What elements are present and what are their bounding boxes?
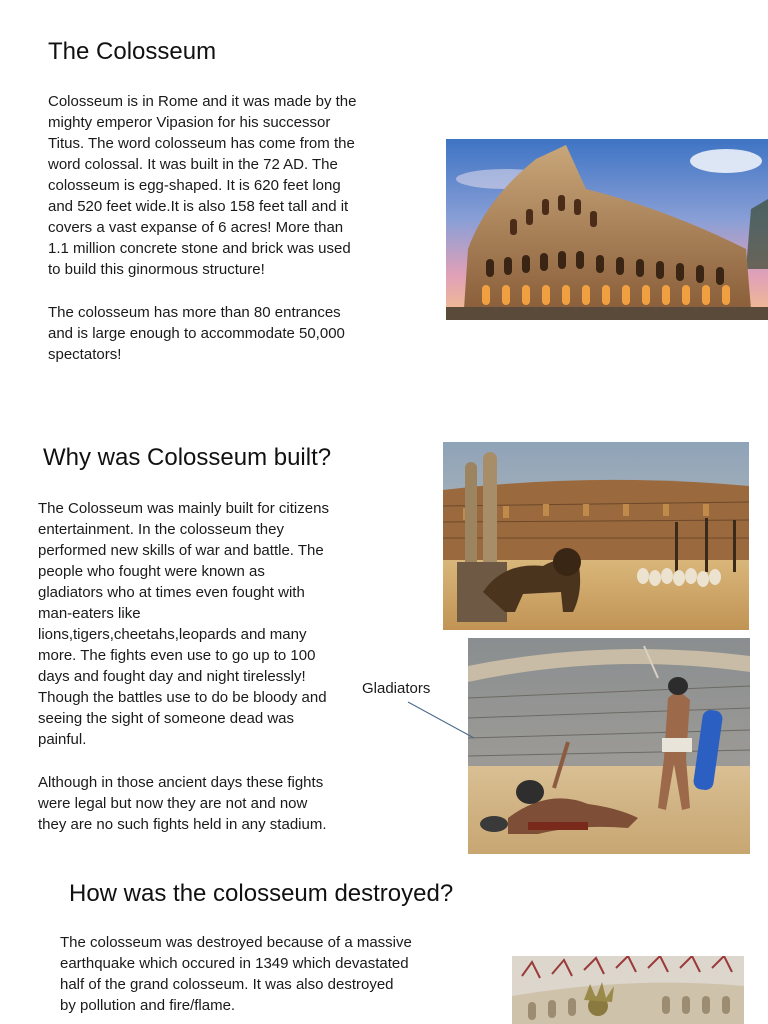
text-line: earthquake which occured in 1349 which devastated <box>60 955 409 972</box>
text-line: word colossal. It was built in the 72 AD. The <box>48 156 338 173</box>
paragraph-how-destroyed <box>60 932 460 1016</box>
heading-the-colosseum: The Colosseum <box>48 38 217 65</box>
text-line: The colosseum was destroyed because of a massive <box>60 934 412 951</box>
text-line: The Colosseum was mainly built for citizens <box>38 500 329 517</box>
text-line: The colosseum has more than 80 entrances <box>48 304 341 321</box>
text-line: lions,tigers,cheetahs,leopards and many <box>38 626 307 643</box>
text-line: were legal but now they are not and now <box>38 795 308 812</box>
paragraph-fights-legal <box>38 772 358 835</box>
text-line: spectators! <box>48 346 122 363</box>
text-line: Although in those ancient days these fights <box>38 774 324 791</box>
text-line: to build this ginormous structure! <box>48 261 265 278</box>
text-line: they are no such fights held in any stadium. <box>38 816 327 833</box>
callout-leader-line <box>400 694 480 744</box>
text-line: Titus. The word colosseum has come from the <box>48 135 355 152</box>
text-line: Colosseum is in Rome and it was made by the <box>48 93 357 110</box>
arena-lion-painting <box>443 442 749 630</box>
text-line: by pollution and fire/flame. <box>60 997 236 1014</box>
text-line: people who fought were known as <box>38 563 265 580</box>
text-line: days and fought day and night tirelessly! <box>38 668 306 685</box>
colosseum-photo <box>446 139 768 320</box>
text-line: painful. <box>38 731 87 748</box>
heading-why-built: Why was Colosseum built? <box>43 444 332 471</box>
text-line: entertainment. In the colosseum they <box>38 521 284 538</box>
text-line: covers a vast expanse of 6 acres! More than <box>48 219 344 236</box>
heading-how-destroyed: How was the colosseum destroyed? <box>69 880 454 907</box>
paragraph-why-built <box>38 498 358 750</box>
text-line: more. The fights even use to go up to 100 <box>38 647 316 664</box>
text-line: colosseum is egg-shaped. It is 620 feet long <box>48 177 341 194</box>
text-line: Though the battles use to do be bloody and <box>38 689 327 706</box>
paragraph-colosseum-intro <box>48 91 388 280</box>
colosseum-destruction-image <box>512 956 744 1024</box>
text-line: half of the grand colosseum. It was also destroyed <box>60 976 394 993</box>
text-line: performed new skills of war and battle. The <box>38 542 324 559</box>
text-line: seeing the sight of someone dead was <box>38 710 295 727</box>
text-line: 1.1 million concrete stone and brick was used <box>48 240 351 257</box>
text-line: man-eaters like <box>38 605 141 622</box>
text-line: gladiators who at times even fought with <box>38 584 305 601</box>
paragraph-colosseum-entrances <box>48 302 388 365</box>
gladiators-callout-label: Gladiators <box>362 680 431 697</box>
text-line: and is large enough to accommodate 50,000 <box>48 325 345 342</box>
text-line: and 520 feet wide.It is also 158 feet tall and it <box>48 198 349 215</box>
gladiators-painting <box>468 638 750 854</box>
text-line: mighty emperor Vipasion for his successor <box>48 114 331 131</box>
